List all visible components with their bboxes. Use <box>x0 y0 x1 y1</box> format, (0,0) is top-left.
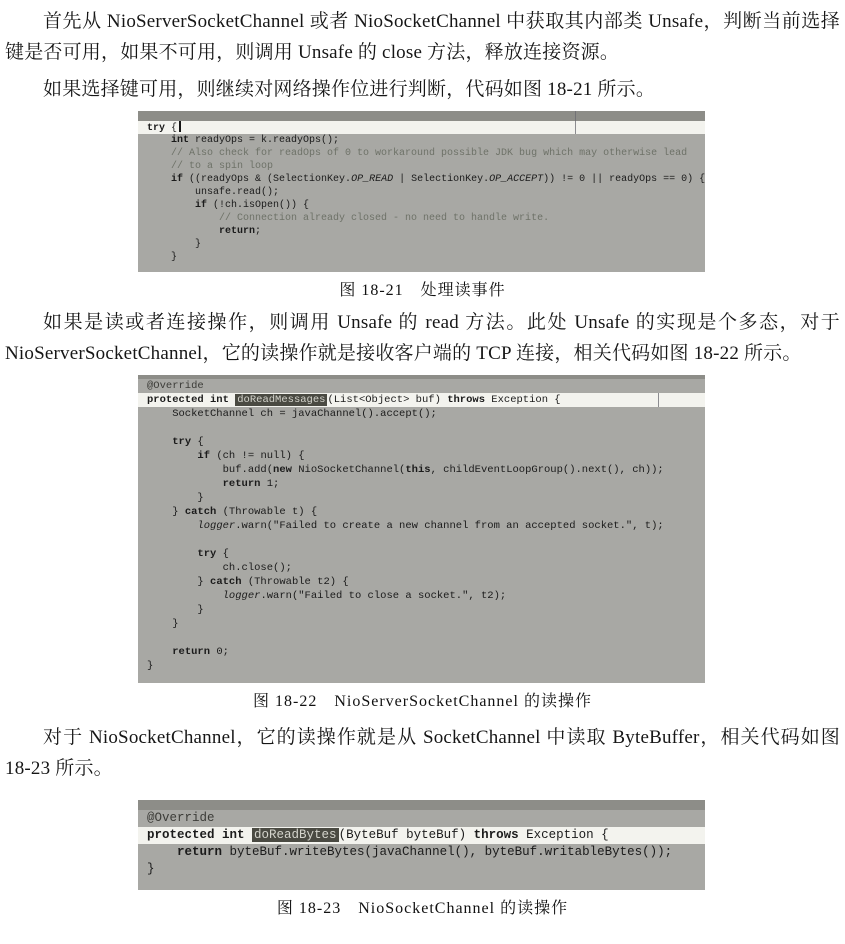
figure-caption-18-21: 图 18-21 处理读事件 <box>339 282 506 299</box>
figure-caption-18-23: 图 18-23 NioSocketChannel 的读操作 <box>276 900 569 917</box>
column-marker <box>575 111 576 134</box>
code-editor-top-strip <box>138 800 705 810</box>
paragraph-selector-key: 如果选择键可用，则继续对网络操作位进行判断，代码如图 18-21 所示。 <box>43 79 656 100</box>
code-figure-18-22 <box>138 375 705 683</box>
paragraph-read-or-connect: 如果是读或者连接操作，则调用 Unsafe 的 read 方法。此处 Unsafe 的实现是个多态，对于 NioServerSocketChannel，它的读操作就是接收客户端的 TCP 连接，相关代码如图 18-22 所示。 <box>5 312 840 364</box>
paragraph-intro-unsafe: 首先从 NioServerSocketChannel 或者 NioSocketChannel 中获取其内部类 Unsafe，判断当前选择键是否可用，如果不可用，则调用 Unsafe 的 close 方法，释放连接资源。 <box>5 11 840 63</box>
code-figure-18-23 <box>138 800 705 890</box>
paragraph-niosocketchannel: 对于 NioSocketChannel，它的读操作就是从 SocketChannel 中读取 ByteBuffer，相关代码如图 18-23 所示。 <box>5 727 840 779</box>
code-area: @Override protected int doReadMessages (List<Object> buf) throws Exception { SocketChannel ch = javaChannel().accept(); try { if (ch != null) { buf.add(new NioSocketChannel(this, childEventLoopGroup().next(), ch)); return 1; } } catch (Throwable t) { logger.warn("Failed to create a new channel from an accepted socket.", t); try { ch.close(); } catch (Throwable t2) { logger.warn("Failed to close a socket.", t2); } } return 0; } <box>138 379 705 673</box>
figure-caption-18-22: 图 18-22 NioServerSocketChannel 的读操作 <box>253 693 592 710</box>
code-editor-top-strip <box>138 111 705 121</box>
column-marker <box>658 393 659 407</box>
code-area: @Override protected int doReadBytes (ByteBuf byteBuf) throws Exception { return byteBuf.writeBytes(javaChannel(), byteBuf.writableBytes()); } <box>138 810 705 878</box>
code-area: try { int readyOps = k.readyOps(); // Also check for readOps of 0 to workaround possible JDK bug which may otherwise lead // to a spin loop if ((readyOps & (SelectionKey.OP_READ | SelectionKey.OP_ACCEPT)) != 0 || readyOps == 0) { unsafe.read(); if (!ch.isOpen()) { // Connection already closed - no need to handle write. return; } } <box>138 121 705 264</box>
code-figure-18-21 <box>138 111 705 272</box>
